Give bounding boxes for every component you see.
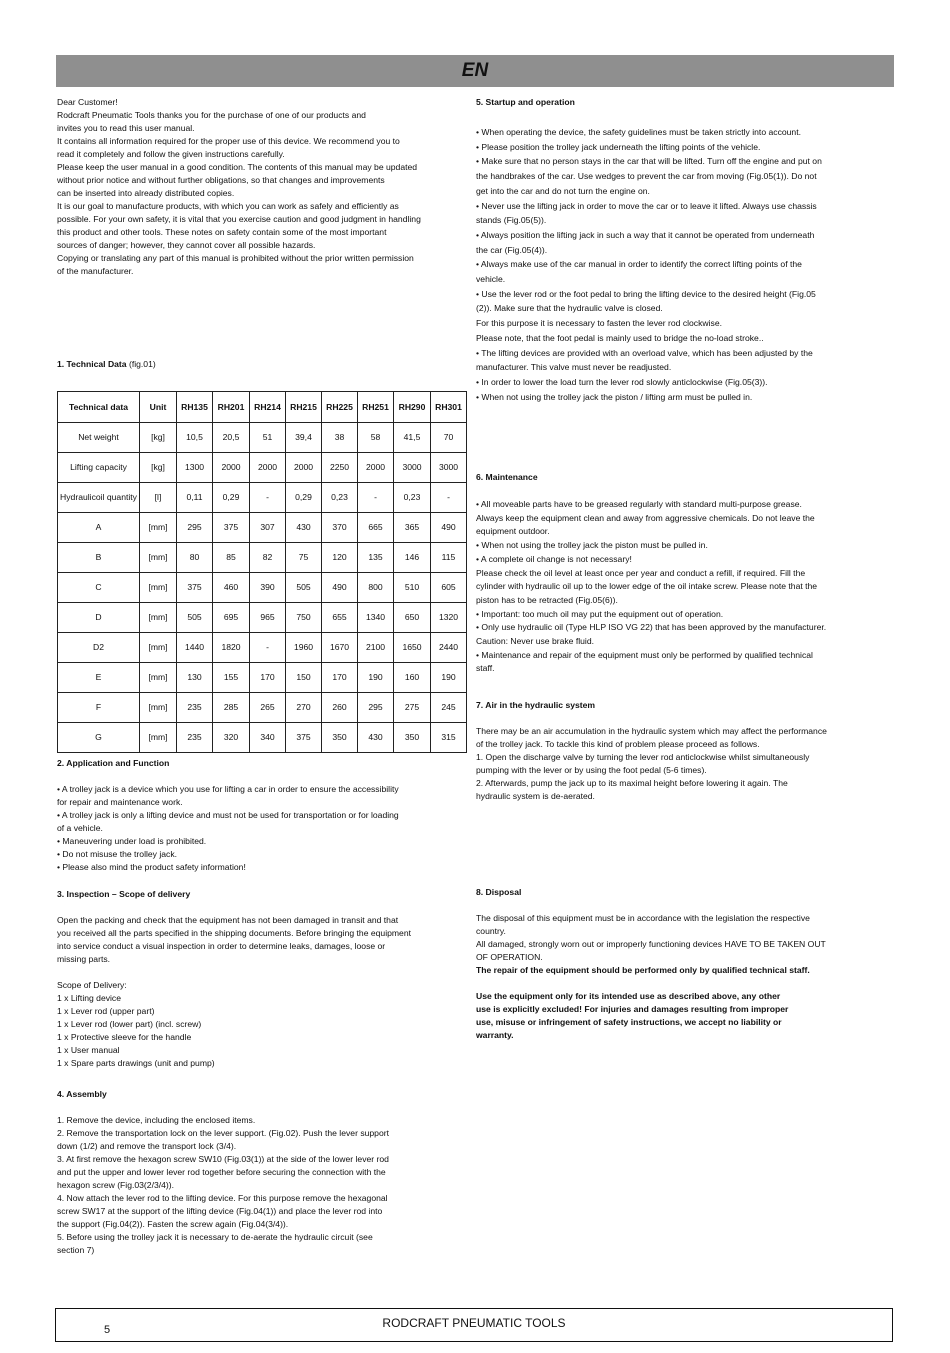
value-cell: 160 <box>394 663 431 693</box>
intro-line: Rodcraft Pneumatic Tools thanks you for the purchase of one of our products and <box>57 110 366 120</box>
value-cell: 375 <box>213 513 250 543</box>
value-cell: 146 <box>394 543 431 573</box>
value-cell: - <box>431 483 467 513</box>
section-title: 2. Application and Function <box>57 758 170 768</box>
header-cell: Technical data <box>58 392 140 423</box>
language-header-bar <box>56 55 894 87</box>
value-cell: 285 <box>213 693 250 723</box>
technical-data-heading <box>57 358 475 371</box>
value-cell: - <box>358 483 394 513</box>
value-cell: 245 <box>431 693 467 723</box>
section-body: • A trolley jack is a device which you use for lifting a car in order to ensure the accessibility for repair and maintenance work. • A trolley jack is only a lifting device and must not be used for transportation or for loading of a vehicle. • Maneuvering under load is prohibited. • Do not misuse the trolley jack. • Please also mind the product safety information! <box>57 784 399 872</box>
table-row <box>58 513 467 543</box>
header-cell: RH290 <box>394 392 431 423</box>
value-cell: 2000 <box>358 453 394 483</box>
value-cell: 155 <box>213 663 250 693</box>
table-row <box>58 663 467 693</box>
value-cell: - <box>250 483 286 513</box>
row-label-cell: B <box>58 543 140 573</box>
section-air-hydraulic <box>476 699 881 803</box>
section-title: 5. Startup and operation <box>476 97 575 107</box>
row-label-cell: Hydraulicoil quantity <box>58 483 140 513</box>
value-cell: 0,23 <box>322 483 358 513</box>
value-cell: 965 <box>250 603 286 633</box>
section-body: There may be an air accumulation in the hydraulic system which may affect the performance of the trolley jack. To tackle this kind of problem please proceed as follows. 1. Open the discharge valve by turning the lever rod anticlockwise whilst simultaneously pumping with the lever or by using the foot pedal (5-6 times). 2. Afterwards, pump the jack up to its maximal height before lowering it again. The hydraulic system is de-aerated. <box>476 726 827 801</box>
intro-text <box>57 96 475 278</box>
unit-cell: [mm] <box>140 723 177 753</box>
row-label-cell: G <box>58 723 140 753</box>
table-row <box>58 483 467 513</box>
value-cell: 295 <box>177 513 213 543</box>
value-cell: 1340 <box>358 603 394 633</box>
row-label-cell: E <box>58 663 140 693</box>
table-row <box>58 423 467 453</box>
table-row <box>58 723 467 753</box>
value-cell: 800 <box>358 573 394 603</box>
unit-cell: [kg] <box>140 453 177 483</box>
value-cell: 307 <box>250 513 286 543</box>
table-row <box>58 573 467 603</box>
header-cell: RH225 <box>322 392 358 423</box>
value-cell: 1300 <box>177 453 213 483</box>
value-cell: 2000 <box>286 453 322 483</box>
value-cell: 2250 <box>322 453 358 483</box>
table-row <box>58 633 467 663</box>
value-cell: 130 <box>177 663 213 693</box>
header-cell: Unit <box>140 392 177 423</box>
table-row <box>58 693 467 723</box>
value-cell: 510 <box>394 573 431 603</box>
section-body: The disposal of this equipment must be in accordance with the legislation the respective country. All damaged, strongly worn out or improperly functioning devices HAVE TO BE TAKEN OUT OF OPERATION. <box>476 913 826 962</box>
intro-line: without prior notice and without further obligations, so that changes and improvements <box>57 175 385 185</box>
value-cell: 275 <box>394 693 431 723</box>
value-cell: 39,4 <box>286 423 322 453</box>
value-cell: 3000 <box>394 453 431 483</box>
header-cell: RH215 <box>286 392 322 423</box>
value-cell: 430 <box>286 513 322 543</box>
value-cell: 490 <box>322 573 358 603</box>
value-cell: 375 <box>177 573 213 603</box>
intro-line: possible. For your own safety, it is vital that you exercise caution and good judgment in handling <box>57 214 421 224</box>
value-cell: 2100 <box>358 633 394 663</box>
value-cell: 340 <box>250 723 286 753</box>
value-cell: 2440 <box>431 633 467 663</box>
header-cell: RH201 <box>213 392 250 423</box>
value-cell: 655 <box>322 603 358 633</box>
value-cell: 665 <box>358 513 394 543</box>
section-title: 4. Assembly <box>57 1089 107 1099</box>
value-cell: 0,23 <box>394 483 431 513</box>
unit-cell: [mm] <box>140 573 177 603</box>
value-cell: 115 <box>431 543 467 573</box>
value-cell: 70 <box>431 423 467 453</box>
intro-line: sources of danger; however, they cannot cover all possible hazards. <box>57 240 316 250</box>
value-cell: 0,29 <box>286 483 322 513</box>
value-cell: 1650 <box>394 633 431 663</box>
value-cell: 1670 <box>322 633 358 663</box>
unit-cell: [mm] <box>140 513 177 543</box>
row-label-cell: D <box>58 603 140 633</box>
value-cell: 695 <box>213 603 250 633</box>
row-label-cell: A <box>58 513 140 543</box>
value-cell: 265 <box>250 693 286 723</box>
table-row <box>58 543 467 573</box>
value-cell: 490 <box>431 513 467 543</box>
intro-line: can be inserted into already distributed copies. <box>57 188 235 198</box>
section-disposal <box>476 886 881 1042</box>
section-body: Open the packing and check that the equipment has not been damaged in transit and that you received all the parts specified in the shipping documents. Before bringing the equipment into service conduct a visual inspection in order to determine leaks, damages, loose or missing parts. <box>57 915 411 964</box>
value-cell: 150 <box>286 663 322 693</box>
value-cell: 505 <box>286 573 322 603</box>
brand-name: RODCRAFT PNEUMATIC TOOLS <box>382 1316 566 1330</box>
intro-line: read it completely and follow the given instructions carefully. <box>57 149 285 159</box>
row-label-cell: F <box>58 693 140 723</box>
value-cell: 10,5 <box>177 423 213 453</box>
header-cell: RH251 <box>358 392 394 423</box>
section-title: 3. Inspection – Scope of delivery <box>57 889 191 899</box>
value-cell: 135 <box>358 543 394 573</box>
section-assembly <box>57 1088 475 1257</box>
value-cell: 505 <box>177 603 213 633</box>
value-cell: 370 <box>322 513 358 543</box>
unit-cell: [mm] <box>140 693 177 723</box>
table-row <box>58 453 467 483</box>
section-maintenance <box>476 471 881 676</box>
table-header-row <box>58 392 467 423</box>
section-title: 7. Air in the hydraulic system <box>476 700 596 710</box>
value-cell: 350 <box>394 723 431 753</box>
intro-line: invites you to read this user manual. <box>57 123 195 133</box>
section-body: • When operating the device, the safety guidelines must be taken strictly into account. • Please position the trolley jack underneath the lifting points of the vehicle. • Make sure that no person stays in the car that will be lifted. Turn off the engine and put on the handbrakes of the car. Use wedges to prevent the car from moving (Fig.05(1)). Do not get into the car and do not turn the engine on. • Never use the lifting jack in order to move the car or to leave it lifted. Always use chassis stands (Fig.05(5)). • Always position the lifting jack in such a way that it cannot be operated from underneath the car (Fig.05(4)). • Always make use of the car manual in order to identify the correct lifting points of the vehicle. • Use the lever rod or the foot pedal to bring the lifting device to the desired height (Fig.05 (2)). Make sure that the hydraulic valve is closed. For this purpose it is necessary to fasten the lever rod clockwise. Please note, that the foot pedal is mainly used to bridge the no-load stroke.. • The lifting devices are provided with an overload valve, which has been adjusted by the manufacturer. This valve must never be readjusted. • In order to lower the load turn the lever rod slowly anticlockwise (Fig.05(3)). • When not using the trolley jack the piston / lifting arm must be pulled in. <box>476 127 822 402</box>
repair-notice: The repair of the equipment should be performed only by qualified technical staff. <box>476 965 810 975</box>
value-cell: 460 <box>213 573 250 603</box>
value-cell: 260 <box>322 693 358 723</box>
page-number: 5 <box>104 1324 111 1336</box>
intro-line: Dear Customer! <box>57 97 118 107</box>
intro-line: It contains all information required for the proper use of this device. We recommend you to <box>57 136 400 146</box>
value-cell: 190 <box>358 663 394 693</box>
value-cell: 235 <box>177 693 213 723</box>
value-cell: 58 <box>358 423 394 453</box>
header-cell: RH214 <box>250 392 286 423</box>
value-cell: 350 <box>322 723 358 753</box>
value-cell: 0,29 <box>213 483 250 513</box>
value-cell: 1440 <box>177 633 213 663</box>
row-label-cell: Net weight <box>58 423 140 453</box>
value-cell: 75 <box>286 543 322 573</box>
technical-data-table <box>57 391 467 753</box>
value-cell: 170 <box>250 663 286 693</box>
technical-data-fig-ref: (fig.01) <box>128 359 156 369</box>
section-body: 1. Remove the device, including the enclosed items. 2. Remove the transportation lock on the lever support. (Fig.02). Push the lever support down (1/2) and remove the transport lock (3/4). 3. At first remove the hexagon screw SW10 (Fig.03(1)) at the side of the lower lever rod and put the upper and lower lever rod together before securing the connection with the hexagon screw (Fig.03(2/3/4)). 4. Now attach the lever rod to the lifting device. For this purpose remove the hexagonal screw SW17 at the support of the lifting device (Fig.04(1)) and place the lever rod into the support (Fig.04(2)). Fasten the screw again (Fig.04(3/4)). 5. Before using the trolley jack it is necessary to de-aerate the hydraulic circuit (see section 7) <box>57 1115 389 1255</box>
value-cell: 235 <box>177 723 213 753</box>
liability-notice: Use the equipment only for its intended use as described above, any other use is explicitly excluded! For injuries and damages resulting from improper use, misuse or infringement of safety instructions, we accept no liability or warranty. <box>476 991 789 1040</box>
value-cell: 295 <box>358 693 394 723</box>
section-inspection <box>57 888 475 1070</box>
header-cell: RH301 <box>431 392 467 423</box>
value-cell: 2000 <box>213 453 250 483</box>
section-startup <box>476 96 881 404</box>
header-cell: RH135 <box>177 392 213 423</box>
value-cell: 1960 <box>286 633 322 663</box>
value-cell: 120 <box>322 543 358 573</box>
value-cell: 3000 <box>431 453 467 483</box>
value-cell: 85 <box>213 543 250 573</box>
value-cell: 320 <box>213 723 250 753</box>
intro-line: this product and other tools. These notes on safety contain some of the most important <box>57 227 387 237</box>
scope-of-delivery-list: Scope of Delivery: 1 x Lifting device 1 x Lever rod (upper part) 1 x Lever rod (lower part) (incl. screw) 1 x Protective sleeve for the handle 1 x User manual 1 x Spare parts drawings (unit and pump) <box>57 980 215 1068</box>
unit-cell: [l] <box>140 483 177 513</box>
value-cell: 80 <box>177 543 213 573</box>
value-cell: 38 <box>322 423 358 453</box>
value-cell: 0,11 <box>177 483 213 513</box>
value-cell: 170 <box>322 663 358 693</box>
row-label-cell: C <box>58 573 140 603</box>
value-cell: 390 <box>250 573 286 603</box>
intro-line: It is our goal to manufacture products, with which you can work as safely and efficiently as <box>57 201 399 211</box>
value-cell: 750 <box>286 603 322 633</box>
value-cell: 20,5 <box>213 423 250 453</box>
language-code: EN <box>461 60 489 81</box>
value-cell: 605 <box>431 573 467 603</box>
value-cell: 365 <box>394 513 431 543</box>
unit-cell: [mm] <box>140 543 177 573</box>
value-cell: 82 <box>250 543 286 573</box>
section-body: • All moveable parts have to be greased regularly with standard multi-purpose grease. Always keep the equipment clean and away from aggressive chemicals. Do not leave the equipment outdoor. • When not using the trolley jack the piston must be pulled in. • A complete oil change is not necessary! Please check the oil level at least once per year and conduct a refill, if required. Fill the cylinder with hydraulic oil up to the lower edge of the oil intake screw. Please note that the piston has to be retracted (Fig.05(6)). • Important: too much oil may put the equipment out of operation. • Only use hydraulic oil (Type HLP ISO VG 22) that has been approved by the manufacturer. Caution: Never use brake fluid. • Maintenance and repair of the equipment must only be performed by qualified technical staff. <box>476 499 827 674</box>
value-cell: - <box>250 633 286 663</box>
value-cell: 51 <box>250 423 286 453</box>
value-cell: 2000 <box>250 453 286 483</box>
intro-line: Please keep the user manual in a good condition. The contents of this manual may be updated <box>57 162 418 172</box>
intro-line: of the manufacturer. <box>57 266 134 276</box>
value-cell: 1320 <box>431 603 467 633</box>
value-cell: 41,5 <box>394 423 431 453</box>
value-cell: 430 <box>358 723 394 753</box>
value-cell: 375 <box>286 723 322 753</box>
section-title: 8. Disposal <box>476 887 522 897</box>
unit-cell: [mm] <box>140 663 177 693</box>
section-title: 6. Maintenance <box>476 472 538 482</box>
table-row <box>58 603 467 633</box>
row-label-cell: D2 <box>58 633 140 663</box>
unit-cell: [mm] <box>140 603 177 633</box>
intro-line: Copying or translating any part of this manual is prohibited without the prior written permission <box>57 253 414 263</box>
row-label-cell: Lifting capacity <box>58 453 140 483</box>
unit-cell: [kg] <box>140 423 177 453</box>
value-cell: 270 <box>286 693 322 723</box>
technical-data-title: 1. Technical Data <box>57 359 127 369</box>
section-application <box>57 757 475 874</box>
unit-cell: [mm] <box>140 633 177 663</box>
page-footer <box>55 1308 893 1342</box>
value-cell: 650 <box>394 603 431 633</box>
value-cell: 1820 <box>213 633 250 663</box>
value-cell: 190 <box>431 663 467 693</box>
value-cell: 315 <box>431 723 467 753</box>
